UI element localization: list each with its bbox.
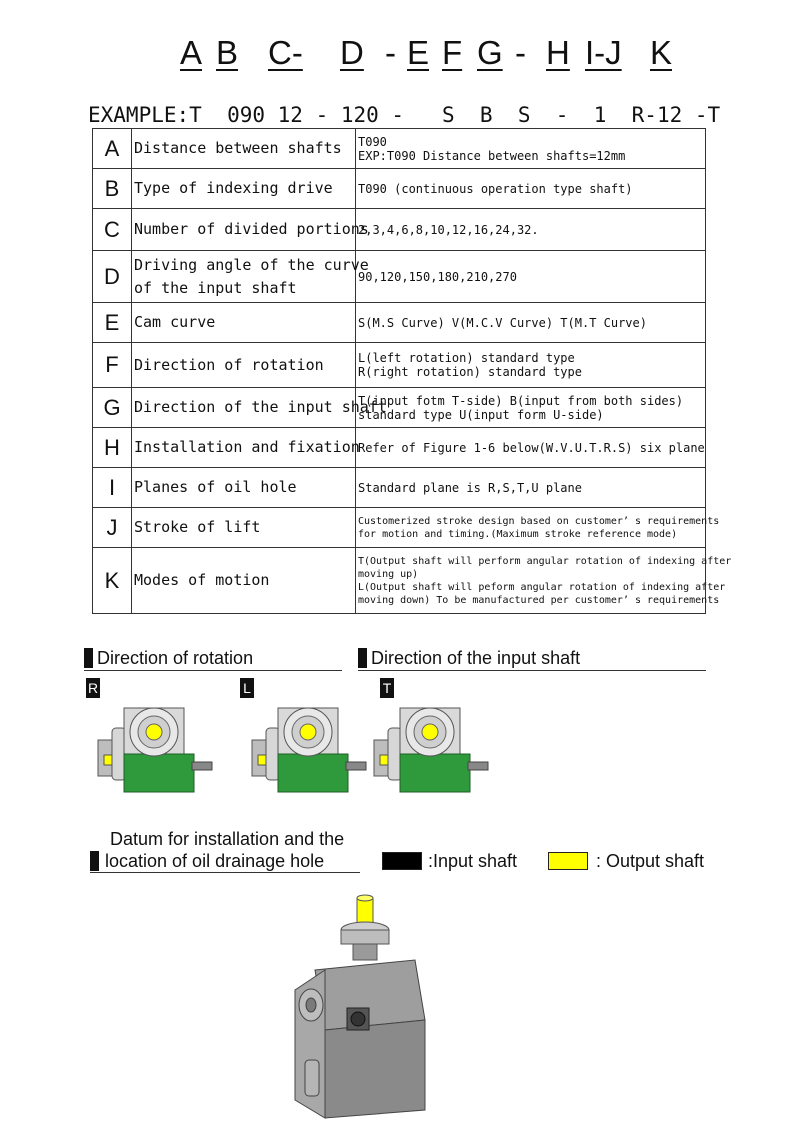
spec-name xyxy=(132,303,356,343)
spec-description-line: moving up) xyxy=(358,568,419,580)
spec-name xyxy=(132,343,356,388)
spec-letter: A xyxy=(93,129,132,169)
spec-description-line: 90,120,150,180,210,270 xyxy=(358,269,517,284)
spec-letter: D xyxy=(93,251,132,303)
input-shaft-swatch xyxy=(382,852,422,870)
code-letter: B xyxy=(216,34,239,71)
code-letter: - xyxy=(515,34,526,71)
spec-description-line: Refer of Figure 1-6 below(W.V.U.T.R.S) six plane xyxy=(358,440,705,455)
spec-row-h xyxy=(93,428,706,468)
spec-description xyxy=(356,388,706,428)
section-direction-of-input-shaft: Direction of the input shaft xyxy=(358,646,706,671)
spec-description-line: L(left rotation) standard type xyxy=(358,351,575,365)
spec-description-line: for motion and timing.(Maximum stroke reference mode) xyxy=(358,528,678,540)
spec-name-line: Cam curve xyxy=(134,313,216,331)
spec-description-line: Standard plane is R,S,T,U plane xyxy=(358,480,582,495)
tag-l: L xyxy=(240,678,254,698)
spec-row-d xyxy=(93,251,706,303)
spec-row-e xyxy=(93,303,706,343)
spec-name-line: Type of indexing drive xyxy=(134,179,333,197)
spec-name-line: Direction of rotation xyxy=(134,355,324,374)
spec-name xyxy=(132,508,356,548)
spec-letter: C xyxy=(93,209,132,251)
spec-name-line: of the input shaft xyxy=(134,278,297,297)
example-code: EXAMPLE:T 090 12 - 120 - S B S - 1 R-12 -T xyxy=(88,103,721,127)
datum-heading: Datum for installation and the location of oil drainage hole xyxy=(90,828,360,873)
code-letter: F xyxy=(442,34,463,71)
spec-name-line: Stroke of lift xyxy=(134,518,261,536)
spec-name-line: Installation and fixation xyxy=(134,438,360,456)
spec-description-line: EXP:T090 Distance between shafts=12mm xyxy=(358,148,626,163)
indexer-unit-r-illustration xyxy=(96,700,216,800)
indexer-isometric-illustration xyxy=(285,890,465,1120)
spec-name xyxy=(132,129,356,169)
spec-name xyxy=(132,251,369,303)
spec-description-line: T(Output shaft will perform angular rotation of indexing after xyxy=(358,555,732,567)
spec-letter: E xyxy=(93,303,132,343)
spec-row-b xyxy=(93,169,706,209)
indexer-unit-l-illustration xyxy=(250,700,370,800)
spec-name-line: Direction of the input shaft xyxy=(134,398,387,416)
spec-name xyxy=(132,388,387,428)
spec-name xyxy=(132,209,369,251)
spec-row-k xyxy=(93,548,706,614)
spec-name-line: Modes of motion xyxy=(134,571,270,589)
spec-description-line: T090 xyxy=(358,134,387,149)
spec-description xyxy=(356,251,706,303)
code-format-title xyxy=(180,34,680,78)
code-letter: G xyxy=(477,34,503,71)
spec-row-f xyxy=(93,343,706,388)
spec-description xyxy=(356,169,706,209)
spec-description-line: moving down) To be manufactured per customer’ s requirements xyxy=(358,594,720,606)
spec-row-g xyxy=(93,388,706,428)
tag-r: R xyxy=(87,680,99,696)
spec-name xyxy=(132,548,356,614)
spec-description xyxy=(356,508,720,548)
output-shaft-label: : Output shaft xyxy=(596,851,705,871)
spec-description xyxy=(356,209,706,251)
spec-name-line: Driving angle of the curve xyxy=(134,255,369,274)
code-letter: - xyxy=(385,34,396,71)
spec-description-line: T(input fotm T-side) B(input from both sides) xyxy=(358,393,684,408)
indexer-unit-t-illustration xyxy=(372,700,492,800)
spec-description xyxy=(356,343,706,388)
code-letter: C- xyxy=(268,34,303,71)
spec-letter: B xyxy=(93,169,132,209)
code-letter: H xyxy=(546,34,570,71)
section-marker xyxy=(90,851,99,871)
spec-description-line: L(Output shaft will peform angular rotation of indexing after xyxy=(358,581,726,593)
spec-row-c xyxy=(93,209,706,251)
spec-description-line: 2,3,4,6,8,10,12,16,24,32. xyxy=(358,222,539,237)
spec-description-line: Customerized stroke design based on customer’ s requirements xyxy=(358,515,720,527)
spec-letter: H xyxy=(93,428,132,468)
spec-name-line: Number of divided portions xyxy=(134,220,369,238)
section-marker xyxy=(358,648,367,668)
spec-name xyxy=(132,468,356,508)
spec-description-line: S(M.S Curve) V(M.C.V Curve) T(M.T Curve) xyxy=(358,315,647,330)
spec-letter: F xyxy=(93,343,132,388)
section-direction-of-rotation: Direction of rotation xyxy=(84,646,342,671)
code-letter: A xyxy=(180,34,203,71)
code-letter: I-J xyxy=(585,34,622,71)
spec-letter: J xyxy=(93,508,132,548)
spec-name-line: Planes of oil hole xyxy=(134,478,297,496)
output-shaft-swatch xyxy=(548,852,588,870)
spec-row-a xyxy=(93,129,706,169)
code-letter: D xyxy=(340,34,364,71)
section-marker xyxy=(84,648,93,668)
tag-t: T xyxy=(380,678,394,698)
spec-description xyxy=(356,428,706,468)
code-letter: E xyxy=(407,34,430,71)
spec-row-i xyxy=(93,468,706,508)
spec-description-line: R(right rotation) standard type xyxy=(358,365,582,379)
spec-name-line: Distance between shafts xyxy=(134,139,342,157)
spec-description-line: T090 (continuous operation type shaft) xyxy=(358,181,633,196)
spec-row-j xyxy=(93,508,706,548)
spec-letter: K xyxy=(93,548,132,614)
spec-description xyxy=(356,548,732,614)
spec-description xyxy=(356,129,706,169)
spec-name xyxy=(132,428,360,468)
input-shaft-label: :Input shaft xyxy=(428,851,518,871)
spec-description-line: standard type U(input form U-side) xyxy=(358,407,604,422)
code-letter: K xyxy=(650,34,673,71)
spec-letter: G xyxy=(93,388,132,428)
spec-letter: I xyxy=(93,468,132,508)
spec-description xyxy=(356,303,706,343)
spec-name xyxy=(132,169,356,209)
spec-table xyxy=(92,128,732,614)
spec-description xyxy=(356,468,706,508)
